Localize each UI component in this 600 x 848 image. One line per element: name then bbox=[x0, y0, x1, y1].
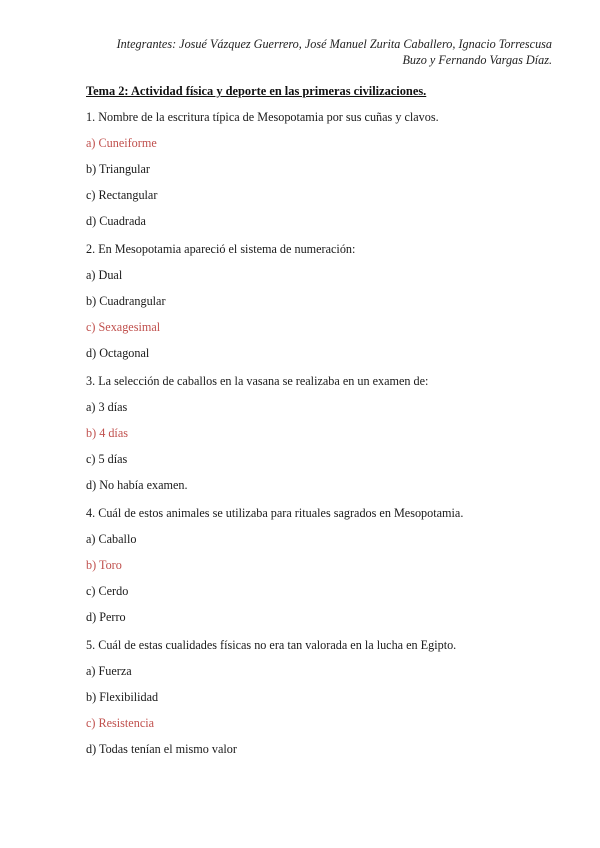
question-5 bbox=[86, 638, 556, 756]
question-1-option-c: c) Rectangular bbox=[86, 188, 158, 202]
question-5-option-d: d) Todas tenían el mismo valor bbox=[86, 742, 237, 756]
question-5-option-c: c) Resistencia bbox=[86, 716, 155, 730]
question-1-option-b: b) Triangular bbox=[86, 162, 150, 176]
question-2-option-d: d) Octagonal bbox=[86, 346, 150, 360]
question-2-option-c: c) Sexagesimal bbox=[86, 320, 161, 334]
document-title: Tema 2: Actividad física y deporte en las primeras civilizaciones. bbox=[86, 84, 427, 98]
question-2-text: 2. En Mesopotamia apareció el sistema de numeración: bbox=[86, 242, 356, 256]
question-5-option-b: b) Flexibilidad bbox=[86, 690, 159, 704]
question-1-text: 1. Nombre de la escritura típica de Mesopotamia por sus cuñas y clavos. bbox=[86, 110, 439, 124]
question-1-option-d: d) Cuadrada bbox=[86, 214, 146, 228]
authors-line-2: Buzo y Fernando Vargas Díaz. bbox=[402, 53, 552, 67]
question-2 bbox=[86, 242, 556, 360]
question-3-option-a: a) 3 días bbox=[86, 400, 128, 414]
authors-header bbox=[82, 36, 552, 68]
question-5-option-a: a) Fuerza bbox=[86, 664, 132, 678]
question-4-option-a: a) Caballo bbox=[86, 532, 137, 546]
question-3-option-b: b) 4 días bbox=[86, 426, 128, 440]
question-4 bbox=[86, 506, 556, 624]
question-5-text: 5. Cuál de estas cualidades físicas no era tan valorada en la lucha en Egipto. bbox=[86, 638, 457, 652]
authors-line-1: Integrantes: Josué Vázquez Guerrero, José Manuel Zurita Caballero, Ignacio Torrescusa bbox=[116, 37, 552, 51]
question-4-option-b: b) Toro bbox=[86, 558, 122, 572]
question-3-option-c: c) 5 días bbox=[86, 452, 128, 466]
question-3-text: 3. La selección de caballos en la vasana se realizaba en un examen de: bbox=[86, 374, 429, 388]
question-4-option-d: d) Perro bbox=[86, 610, 126, 624]
question-1-option-a: a) Cuneiforme bbox=[86, 136, 157, 150]
question-2-option-b: b) Cuadrangular bbox=[86, 294, 166, 308]
question-2-option-a: a) Dual bbox=[86, 268, 123, 282]
question-3-option-d: d) No había examen. bbox=[86, 478, 188, 492]
question-3 bbox=[86, 374, 556, 492]
question-4-text: 4. Cuál de estos animales se utilizaba para rituales sagrados en Mesopotamia. bbox=[86, 506, 464, 520]
question-4-option-c: c) Cerdo bbox=[86, 584, 129, 598]
question-1 bbox=[86, 110, 556, 228]
question-list bbox=[86, 110, 556, 770]
